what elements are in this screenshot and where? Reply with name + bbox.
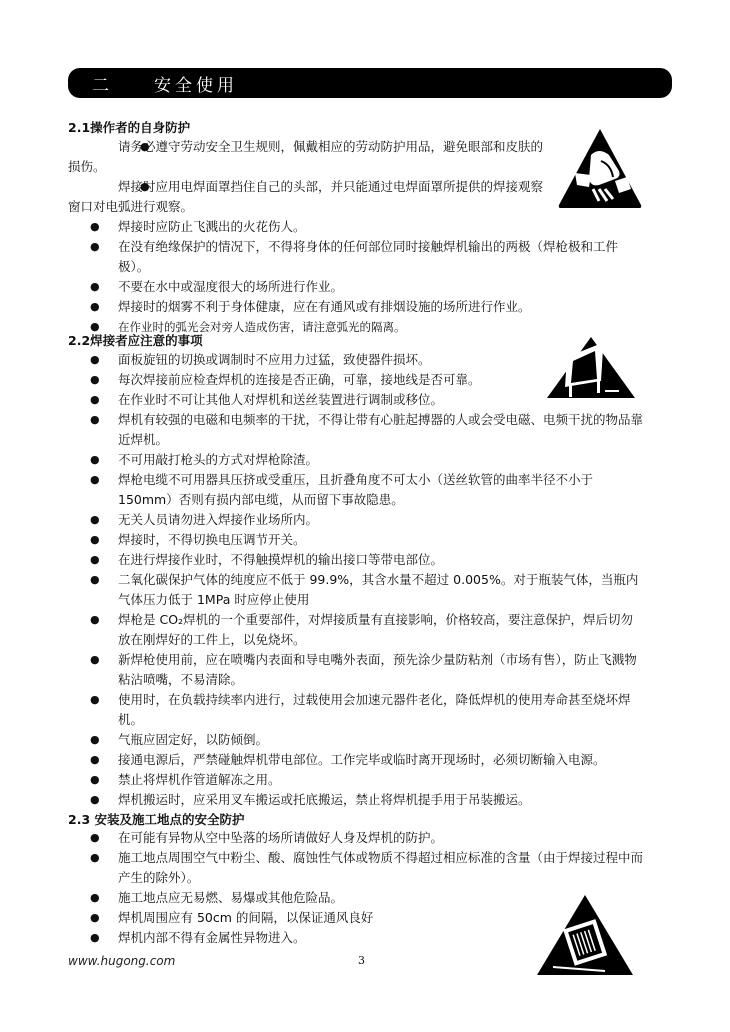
list-item: ● 不要在水中或湿度很大的场所进行作业。 — [68, 277, 638, 297]
list-item: ● 接通电源后，严禁碰触焊机带电部位。工作完毕或临时离开现场时，必须切断输入电源。 — [68, 750, 643, 770]
chapter-number: 二 — [92, 75, 111, 96]
section-2-2-list-b — [68, 390, 643, 810]
list-item: ● 在作业时不可让其他人对焊机和送丝装置进行调制或移位。 — [68, 390, 643, 410]
list-item: ● 在可能有异物从空中坠落的场所请做好人身及焊机的防护。 — [68, 828, 643, 848]
chapter-header — [68, 68, 672, 98]
list-item: ● 焊机搬运时，应采用叉车搬运或托底搬运，禁止将焊机提手用于吊装搬运。 — [68, 790, 643, 810]
list-item: ● 焊枪电缆不可用器具压挤或受重压，且折叠角度不可太小（送丝软管的曲率半径不小于 150mm）否则有损内部电缆，从而留下事故隐患。 — [68, 470, 643, 510]
list-item: ● 在没有绝缘保护的情况下，不得将身体的任何部位同时接触焊机输出的两极（焊枪极和工件极）。 — [68, 237, 638, 277]
list-item: ● 二氧化碳保护气体的纯度应不低于 99.9%，其含水量不超过 0.005%。对于瓶装气体，当瓶内气体压力低于 1MPa 时应停止使用 — [68, 570, 643, 610]
screen-warning-icon — [545, 335, 637, 401]
list-item: ● 焊接时，不得切换电压调节开关。 — [68, 530, 643, 550]
list-item: ● 每次焊接前应检查焊机的连接是否正确，可靠，接地线是否可靠。 — [68, 370, 548, 390]
list-item: ● 气瓶应固定好，以防倾倒。 — [68, 730, 643, 750]
list-item: ● 焊机内部不得有金属性异物进入。 — [68, 928, 643, 948]
list-item: ● 新焊枪使用前，应在喷嘴内表面和导电嘴外表面，预先涂少量防粘剂（市场有售），防止飞溅物粘沾喷嘴，不易清除。 — [68, 650, 643, 690]
chapter-title: 安全使用 — [154, 75, 238, 96]
list-item: ● 焊接时应用电焊面罩挡住自己的头部，并只能通过电焊面罩所提供的焊接观察窗口对电弧进行观察。 — [68, 177, 548, 217]
list-item: ● 施工地点周围空气中粉尘、酸、腐蚀性气体或物质不得超过相应标准的含量（由于焊接过程中而产生的除外）。 — [68, 848, 643, 888]
section-title-2-3: 2.3 安装及施工地点的安全防护 — [68, 812, 245, 827]
list-item: ● 在作业时的弧光会对旁人造成伤害，请注意弧光的隔离。 — [68, 317, 638, 337]
footer-url: www.hugong.com — [68, 954, 176, 968]
list-item: ● 禁止将焊机作管道解冻之用。 — [68, 770, 643, 790]
section-title-2-1: 2.1操作者的自身防护 — [68, 120, 191, 135]
list-item: ● 施工地点应无易燃、易爆或其他危险品。 — [68, 888, 643, 908]
section-2-1-list — [68, 137, 548, 217]
glove-warning-icon — [555, 125, 645, 210]
page-number: 3 — [358, 954, 365, 967]
list-item: ● 无关人员请勿进入焊接作业场所内。 — [68, 510, 643, 530]
fall-warning-icon — [535, 893, 635, 978]
list-item: ● 焊接时的烟雾不利于身体健康，应在有通风或有排烟设施的场所进行作业。 — [68, 297, 638, 317]
list-item: ● 使用时，在负载持续率内进行，过载使用会加速元器件老化，降低焊机的使用寿命甚至烧坏焊机。 — [68, 690, 643, 730]
section-2-1-list-b — [68, 217, 638, 337]
list-item: ● 面板旋钮的切换或调制时不应用力过猛，致使器件损坏。 — [68, 350, 548, 370]
section-title-2-2: 2.2焊接者应注意的事项 — [68, 333, 203, 348]
list-item: ● 不可用敲打枪头的方式对焊枪除渣。 — [68, 450, 643, 470]
list-item: ● 在进行焊接作业时，不得触摸焊机的输出接口等带电部位。 — [68, 550, 643, 570]
list-item: ● 请务必遵守劳动安全卫生规则，佩戴相应的劳动防护用品，避免眼部和皮肤的损伤。 — [68, 137, 548, 177]
list-item: ● 焊枪是 CO₂焊机的一个重要部件，对焊接质量有直接影响，价格较高，要注意保护，焊后切勿放在刚焊好的工件上，以免烧坏。 — [68, 610, 643, 650]
section-2-2-list — [68, 350, 548, 390]
list-item: ● 焊接时应防止飞溅出的火花伤人。 — [68, 217, 638, 237]
list-item: ● 焊机有较强的电磁和电频率的干扰，不得让带有心脏起搏器的人或会受电磁、电频干扰的物品靠近焊机。 — [68, 410, 643, 450]
list-item: ● 焊机周围应有 50cm 的间隔，以保证通风良好 — [68, 908, 643, 928]
